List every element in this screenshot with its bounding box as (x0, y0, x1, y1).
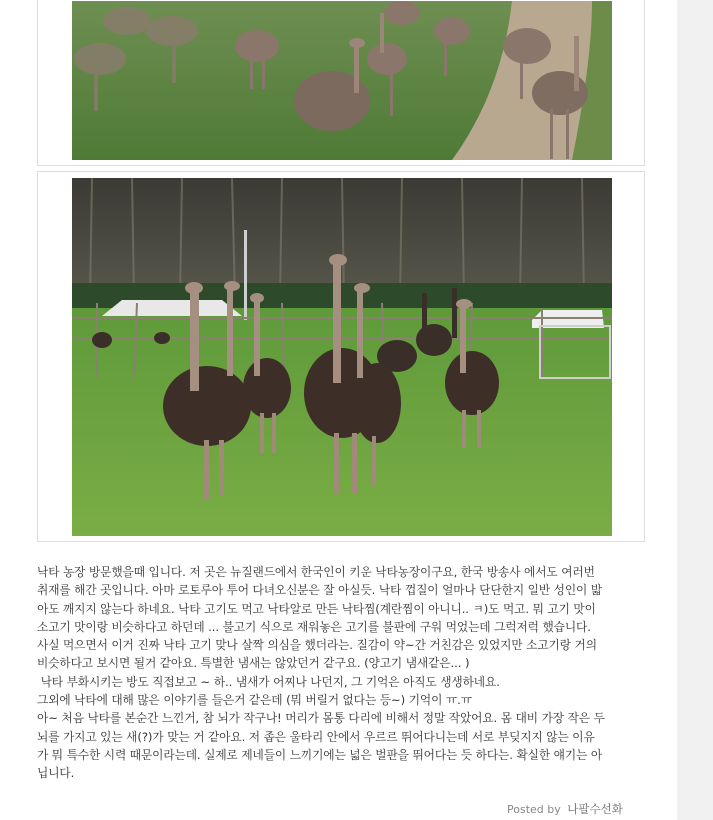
ostrich-flock-running-photo[interactable] (72, 1, 612, 160)
photo-frame-2 (37, 171, 645, 542)
posted-by-label: Posted by (507, 803, 561, 816)
article-line: 아~ 처음 낙타를 본순간 느낀거, 참 뇌가 작구나! 머리가 몸통 다리에 비해서 정말 작았어요. 몸 대비 가장 작은 두 (37, 711, 605, 726)
article-body (37, 563, 652, 783)
article-line: 비슷하다고 보시면 될거 같아요. 특별한 냄새는 않았던거 같구요. (양고기 냄새같은... ) (37, 656, 470, 671)
author-link[interactable]: 나팔수선화 (567, 802, 623, 816)
right-gutter (677, 0, 713, 820)
article-line: 낙타 농장 방문했을때 입니다. 저 곳은 뉴질랜드에서 한국인이 키운 낙타농장이구요, 한국 방송사 에서도 여러번 (37, 565, 595, 579)
article-line: 뇌를 가지고 있는 새(?)가 맞는 거 같아요. 저 좁은 울타리 안에서 우르르 뛰어다니는데 서로 부딪지지 않는 이유 (37, 729, 595, 744)
article-line: 취재를 해간 곳입니다. 아마 로토루아 투어 다녀오신분은 잘 아실듯. 낙타 껍질이 얼마나 단단한지 일반 성인이 밟 (37, 583, 603, 598)
article-line: 사실 먹으면서 이거 진짜 낙타 고기 맞나 살짝 의심을 했더라는. 질감이 약~간 거친감은 있었지만 소고기랑 거의 (37, 638, 597, 653)
article-line: 낙타 부화시키는 방도 직접보고 ~ 하.. 냄새가 어찌나 나던지, 그 기억은 아직도 생생하네요. (37, 674, 500, 689)
posted-by (507, 801, 623, 817)
article-line: 그외에 낙타에 대해 많은 이야기를 들은거 같은데 (뭐 버릴거 없다는 등~) 기억이 ㅠ.ㅠ (37, 693, 472, 708)
article-line: 소고기 맛이랑 비슷하다고 하던데 ... 불고기 식으로 재워놓은 고기를 불판에 구워 먹었는데 그럭저럭 했습니다. (37, 619, 591, 634)
article-line: 닙니다. (37, 766, 75, 781)
ostrich-group-field-photo[interactable] (72, 178, 612, 536)
article-line: 가 뭐 특수한 시력 때문이라는데. 실제로 제네들이 느끼기에는 넓은 벌판을 뛰어다는 듯 하다는. 확실한 얘기는 아 (37, 747, 603, 762)
article-line: 아도 깨지지 않는다 하네요. 낙타 고기도 먹고 낙타알로 만든 낙타찜(계란찜이 아니니.. ㅋ)도 먹고. 뭐 고기 맛이 (37, 601, 596, 616)
photo-frame-1 (37, 0, 645, 166)
